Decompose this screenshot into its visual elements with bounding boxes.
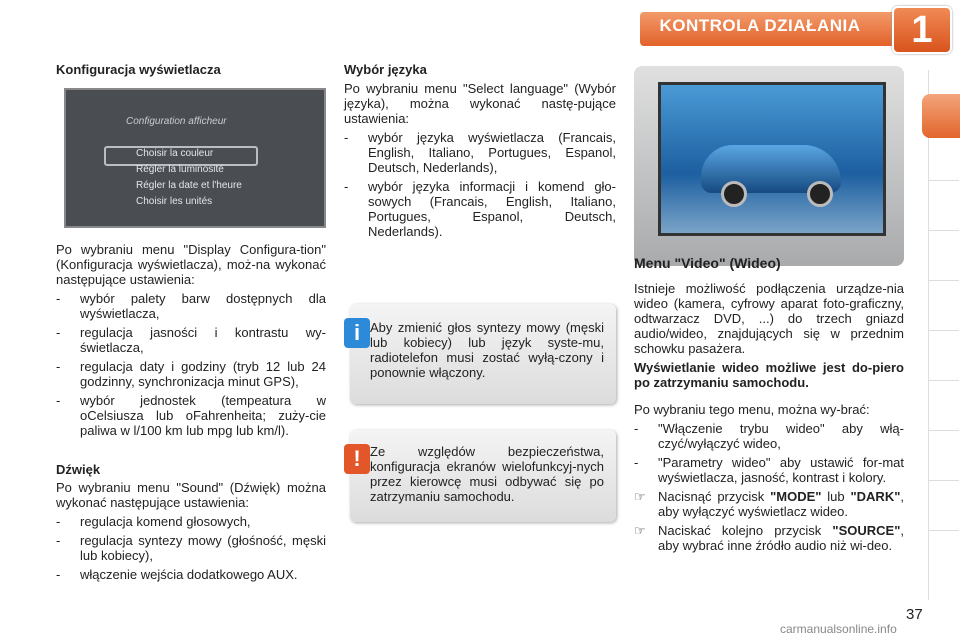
side-tab-divider	[929, 330, 959, 331]
display-config-body	[56, 242, 326, 442]
video-intro2: Po wybraniu tego menu, można wy-brać:	[634, 402, 870, 417]
action-text: Naciskać kolejno przycisk	[658, 523, 833, 538]
column-language	[344, 62, 616, 243]
list-item: - wybór palety barw dostępnych dla wyświetlacza,	[56, 291, 326, 321]
list-item-text: regulacja komend głosowych,	[80, 514, 251, 529]
car-wheel	[721, 181, 747, 207]
screen-menu-item: Choisir les unités	[136, 196, 213, 207]
side-tab-divider	[929, 180, 959, 181]
side-tab-divider	[929, 530, 959, 531]
page-number: 37	[906, 606, 923, 623]
action-pointer-icon: ☞	[634, 489, 646, 504]
list-item-text: wybór palety barw dostępnych dla wyświetlacza,	[80, 291, 326, 321]
warning-note	[350, 430, 616, 522]
screen-menu-title: Configuration afficheur	[126, 116, 227, 127]
list-item-text: regulacja daty i godziny (tryb 12 lub 24 godzinny, synchronizacja minut GPS),	[80, 359, 326, 389]
action-item	[634, 489, 904, 519]
video-screen	[658, 82, 886, 236]
display-config-intro: Po wybraniu menu "Display Configura-tion" (Konfiguracja wyświetlacza), moż-na wykonać następujące ustawienia:	[56, 242, 326, 287]
info-icon: i	[344, 318, 370, 348]
list-item: - regulacja jasności i kontrastu wy-świetlacza,	[56, 325, 326, 355]
list-item-text: wybór języka informacji i komend gło-sowych (Francais, English, Italiano, Portugues, Espanol, Deutsch, Nederlands).	[368, 179, 616, 239]
side-tab-divider	[929, 430, 959, 431]
display-config-list	[56, 291, 326, 438]
heading-video: Menu "Video" (Wideo)	[634, 255, 781, 271]
chapter-number-badge: 1	[892, 6, 952, 54]
language-intro: Po wybraniu menu "Select language" (Wybór języka), można wykonać nastę-pujące ustawienia:	[344, 81, 616, 126]
list-item: - wybór języka informacji i komend gło-sowych (Francais, English, Italiano, Portugues, Espanol, Deutsch, Nederlands).	[344, 179, 616, 239]
list-item: - "Parametry wideo" aby ustawić for-mat wyświetlacza, jasność, kontrast i kolory.	[634, 455, 904, 485]
video-safety-note: Wyświetlanie wideo możliwe jest do-piero po zatrzymaniu samochodu.	[634, 360, 904, 390]
action-text: , aby wybrać inne źródło audio niż wi-deo.	[658, 523, 904, 553]
side-tab-divider	[929, 380, 959, 381]
side-tab-divider	[929, 280, 959, 281]
side-tab-strip	[928, 70, 960, 600]
list-item-text: "Parametry wideo" aby ustawić for-mat wyświetlacza, jasność, kontrast i kolory.	[658, 455, 904, 485]
info-note	[350, 304, 616, 404]
list-item: - wybór jednostek (tempeatura w oCelsiusza lub oFahrenheita; zuży-cie paliwa w l/100 km lub mpg lub km/l).	[56, 393, 326, 438]
side-tab-divider	[929, 230, 959, 231]
video-list	[634, 421, 904, 553]
list-item-text: wybór jednostek (tempeatura w oCelsiusza lub oFahrenheita; zuży-cie paliwa w l/100 km lub mpg lub km/l).	[80, 393, 326, 438]
list-item: - włączenie wejścia dodatkowego AUX.	[56, 567, 298, 582]
dark-button-label: "DARK"	[850, 489, 901, 504]
video-display-photo	[634, 66, 904, 266]
side-tab-active[interactable]	[922, 94, 960, 138]
source-button-label: "SOURCE"	[832, 523, 901, 538]
heading-language: Wybór języka	[344, 62, 427, 77]
sound-section	[56, 462, 326, 586]
list-item-text: regulacja jasności i kontrastu wy-świetlacza,	[80, 325, 326, 355]
action-item	[634, 523, 904, 553]
car-wheel	[807, 181, 833, 207]
mode-button-label: "MODE"	[770, 489, 822, 504]
list-item: - regulacja komend głosowych,	[56, 514, 251, 529]
info-note-text: Aby zmienić głos syntezy mowy (męski lub kobiecy) lub język syste-mu, radiotelefon musi zostać wyłą-czony i ponownie włączony.	[370, 320, 604, 380]
screen-menu-item: Régler la date et l'heure	[136, 180, 242, 191]
video-intro: Istnieje możliwość podłączenia urządze-nia wideo (kamera, cyfrowy aparat foto-graficzny, odtwarzacz DVD, ...) do trzech gniazd audio/wideo, znajdujących się w przednim schowku pasażera.	[634, 281, 904, 356]
heading-sound: Dźwięk	[56, 462, 101, 477]
screen-menu-item: Régler la luminosité	[136, 164, 224, 175]
list-item-text: "Włączenie trybu wideo" aby włą-czyć/wyłączyć wideo,	[658, 421, 904, 451]
sound-intro: Po wybraniu menu "Sound" (Dźwięk) można wykonać następujące ustawienia:	[56, 480, 326, 510]
list-item: - "Włączenie trybu wideo" aby włą-czyć/wyłączyć wideo,	[634, 421, 904, 451]
action-text: Nacisnąć przycisk	[658, 489, 771, 504]
warning-note-text: Ze względów bezpieczeństwa, konfiguracja ekranów wielofunkcyj-nych przez kierowcę musi odbywać się po zatrzymaniu samochodu.	[370, 444, 604, 504]
list-item: - regulacja daty i godziny (tryb 12 lub 24 godzinny, synchronizacja minut GPS),	[56, 359, 326, 389]
column-video	[634, 256, 904, 557]
section-title: KONTROLA DZIAŁANIA	[659, 16, 861, 35]
list-item: - regulacja syntezy mowy (głośność, męski lub kobiecy),	[56, 533, 326, 563]
display-config-screenshot	[64, 88, 326, 228]
page-header	[0, 0, 960, 50]
action-pointer-icon: ☞	[634, 523, 646, 538]
list-item: - wybór języka wyświetlacza (Francais, English, Italiano, Portugues, Espanol, Deutsch, Nederlands),	[344, 130, 616, 175]
heading-display-config: Konfiguracja wyświetlacza	[56, 62, 221, 77]
list-item-text: wybór języka wyświetlacza (Francais, English, Italiano, Portugues, Espanol, Deutsch, Nederlands),	[368, 130, 616, 175]
action-text: lub	[821, 489, 851, 504]
column-display-config	[56, 62, 326, 83]
list-item-text: regulacja syntezy mowy (głośność, męski lub kobiecy),	[80, 533, 326, 563]
watermark: carmanualsonline.info	[780, 622, 897, 636]
side-tab-divider	[929, 480, 959, 481]
action-text: , aby wyłączyć wyświetlacz wideo.	[658, 489, 904, 519]
list-item-text: włączenie wejścia dodatkowego AUX.	[80, 567, 298, 582]
language-list	[344, 130, 616, 239]
warning-icon: !	[344, 444, 370, 474]
sound-list	[56, 514, 326, 582]
screen-menu-item: Choisir la couleur	[136, 148, 214, 159]
